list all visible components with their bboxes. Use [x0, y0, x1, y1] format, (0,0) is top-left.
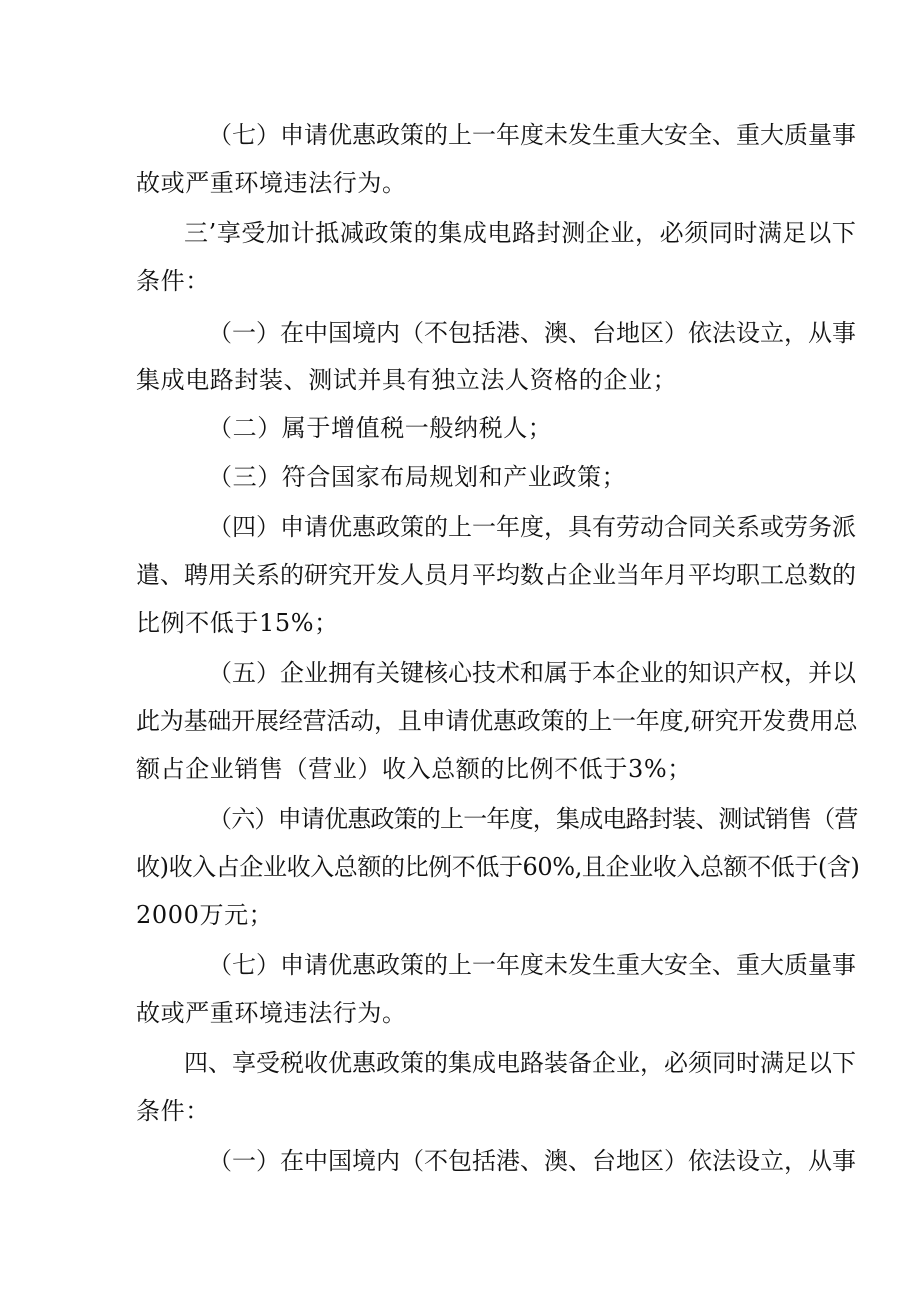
text-line: 2000万元；: [136, 901, 274, 929]
text-line: （一）在中国境内（不包括港、澳、台地区）依法设立，从事: [208, 1147, 856, 1175]
text-line: 遣、聘用关系的研究开发人员月平均数占企业当年月平均职工总数的: [136, 561, 856, 589]
text-line: （二）属于增值税一般纳税人；: [208, 414, 553, 442]
text-line: 故或严重环境违法行为。: [136, 169, 407, 197]
text-line: 集成电路封装、测试并具有独立法人资格的企业；: [136, 366, 678, 394]
text-line: 额占企业销售（营业）收入总额的比例不低于3%；: [136, 755, 692, 783]
text-line: 此为基础开展经营活动，且申请优惠政策的上一年度,研究开发费用总: [136, 707, 858, 735]
text-line: （七）申请优惠政策的上一年度未发生重大安全、重大质量事: [208, 951, 856, 979]
text-line: （六）申请优惠政策的上一年度，集成电路封装、测试销售（营: [208, 805, 858, 833]
text-line: 收)收入占企业收入总额的比例不低于60%,且企业收入总额不低于(含): [136, 853, 860, 881]
text-line: 条件：: [136, 267, 210, 295]
text-line: （三）符合国家布局规划和产业政策；: [208, 463, 627, 491]
text-line: （五）企业拥有关键核心技术和属于本企业的知识产权，并以: [208, 659, 856, 687]
text-line: 条件：: [136, 1097, 210, 1125]
text-line: （一）在中国境内（不包括港、澳、台地区）依法设立，从事: [208, 319, 856, 347]
text-line: 比例不低于15%；: [136, 609, 339, 637]
text-line: 故或严重环境违法行为。: [136, 999, 407, 1027]
text-line: 三’享受加计抵减政策的集成电路封测企业，必须同时满足以下: [184, 219, 857, 247]
text-line: （七）申请优惠政策的上一年度未发生重大安全、重大质量事: [208, 121, 856, 149]
text-line: （四）申请优惠政策的上一年度，具有劳动合同关系或劳务派: [208, 513, 856, 541]
text-line: 四、享受税收优惠政策的集成电路装备企业，必须同时满足以下: [184, 1049, 856, 1077]
